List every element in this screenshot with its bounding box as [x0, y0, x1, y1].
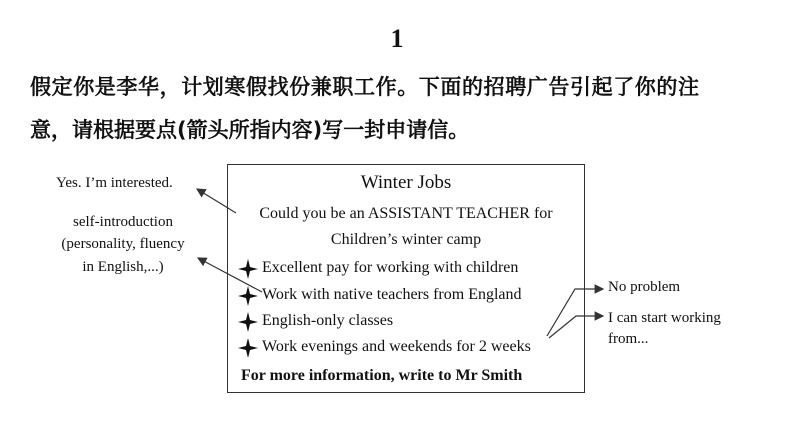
annotation-self-intro-3: in English,...) — [82, 259, 164, 275]
annotation-interested: Yes. I’m interested. — [56, 175, 173, 191]
annotation-start-1: I can start working — [608, 310, 721, 326]
prompt-line-2: 意，请根据要点(箭头所指内容)写一封申请信。 — [30, 118, 470, 142]
prompt-line-1: 假定你是李华，计划寒假找份兼职工作。下面的招聘广告引起了你的注 — [30, 75, 700, 99]
annotation-start-2: from... — [608, 331, 649, 347]
arrow-self-intro — [198, 258, 262, 292]
arrow-no-problem — [547, 289, 603, 336]
annotation-no-problem: No problem — [608, 279, 681, 295]
ad-footer: For more information, write to Mr Smith — [241, 367, 523, 384]
ad-bullet: Work with native teachers from England — [262, 286, 522, 303]
question-number: 1 — [390, 24, 404, 53]
arrow-interested — [197, 189, 236, 213]
ad-bullet: Work evenings and weekends for 2 weeks — [262, 338, 531, 355]
ad-intro-line-1: Could you be an ASSISTANT TEACHER for — [259, 205, 553, 222]
ad-intro-line-2: Children’s winter camp — [330, 231, 482, 248]
ad-title: Winter Jobs — [360, 172, 452, 193]
annotation-self-intro-1: self-introduction — [73, 214, 173, 230]
annotation-self-intro-2: (personality, fluency — [61, 236, 185, 252]
ad-bullet: Excellent pay for working with children — [262, 259, 519, 276]
ad-bullet: English-only classes — [262, 312, 394, 329]
